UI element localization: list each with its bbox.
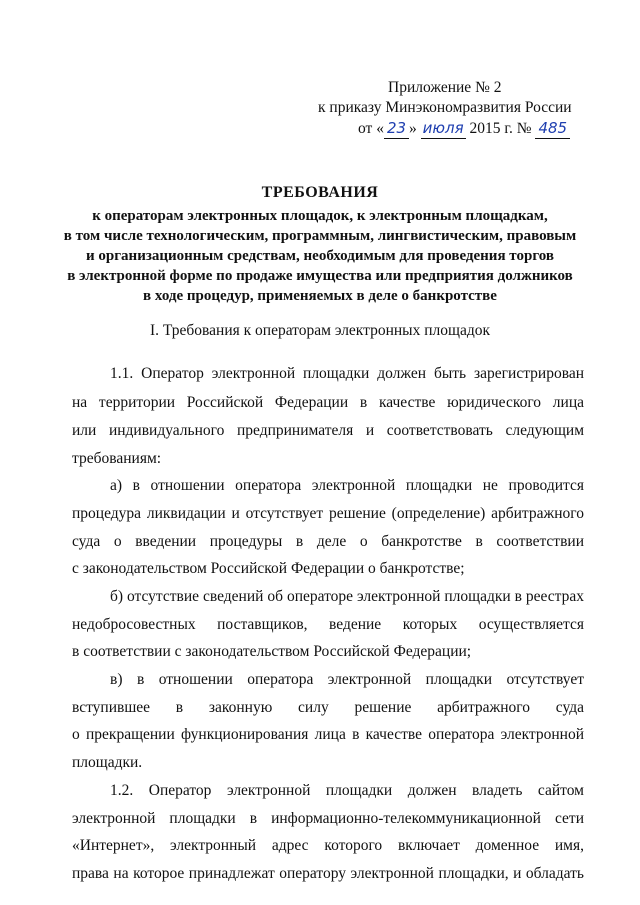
- body-line: а) в отношении оператора электронной площадки не проводится: [110, 477, 584, 494]
- appendix-date-line: [358, 118, 570, 139]
- body-line: процедура ликвидации и отсутствует решение (определение) арбитражного: [72, 505, 584, 522]
- section-heading: I. Требования к операторам электронных площадок: [149, 322, 490, 339]
- appendix-title: Приложение № 2: [388, 79, 502, 96]
- title-subline: к операторам электронных площадок, к электронным площадкам,: [92, 208, 548, 224]
- title-subline: и организационным средствам, необходимым для проведения торгов: [86, 248, 554, 264]
- title-subline: в электронной форме по продаже имущества или предприятия должников: [67, 268, 573, 284]
- title-subline: в ходе процедур, применяемых в деле о банкротстве: [143, 288, 497, 304]
- date-prefix: от «: [358, 120, 384, 137]
- body-line: площадки.: [72, 754, 143, 771]
- body-line: «Интернет», электронный адрес которого включает доменное имя,: [72, 837, 584, 854]
- body-line: права на которое принадлежат оператору электронной площадки, и обладать: [72, 865, 584, 882]
- body-line: или индивидуального предпринимателя и соответствовать следующим: [72, 422, 584, 439]
- body-line: недобросовестных поставщиков, ведение которых осуществляется: [72, 616, 584, 633]
- body-line: о прекращении функционирования лица в качестве оператора электронной: [72, 726, 584, 743]
- body-line: 1.1. Оператор электронной площадки должен быть зарегистрирован: [110, 365, 584, 382]
- date-close-quote: »: [409, 120, 417, 137]
- body-line: в) в отношении оператора электронной площадки отсутствует: [110, 671, 584, 688]
- body-line: суда о введении процедуры в деле о банкротстве в соответствии: [72, 533, 584, 550]
- body-line: с законодательством Российской Федерации о банкротстве;: [72, 560, 465, 577]
- body-line: вступившее в законную силу решение арбитражного суда: [72, 699, 584, 716]
- title-subline: в том числе технологическим, программным, лингвистическим, правовым: [63, 228, 577, 244]
- body-line: 1.2. Оператор электронной площадки должен владеть сайтом: [110, 782, 584, 799]
- order-number-handwritten: 485: [535, 118, 570, 139]
- document-title: ТРЕБОВАНИЯ: [261, 184, 379, 201]
- date-day-handwritten: 23: [384, 118, 409, 139]
- body-line: в соответствии с законодательством Российской Федерации;: [72, 643, 472, 660]
- date-month-handwritten: июля: [422, 119, 464, 137]
- body-line: электронной площадки в информационно-телекоммуникационной сети: [72, 810, 584, 827]
- body-line: требованиям:: [72, 450, 162, 467]
- body-line: б) отсутствие сведений об операторе электронной площадки в реестрах: [110, 588, 584, 605]
- body-line: на территории Российской Федерации в качестве юридического лица: [72, 394, 584, 411]
- appendix-order-ref: к приказу Минэкономразвития России: [318, 99, 572, 116]
- date-year: 2015 г. №: [469, 120, 532, 137]
